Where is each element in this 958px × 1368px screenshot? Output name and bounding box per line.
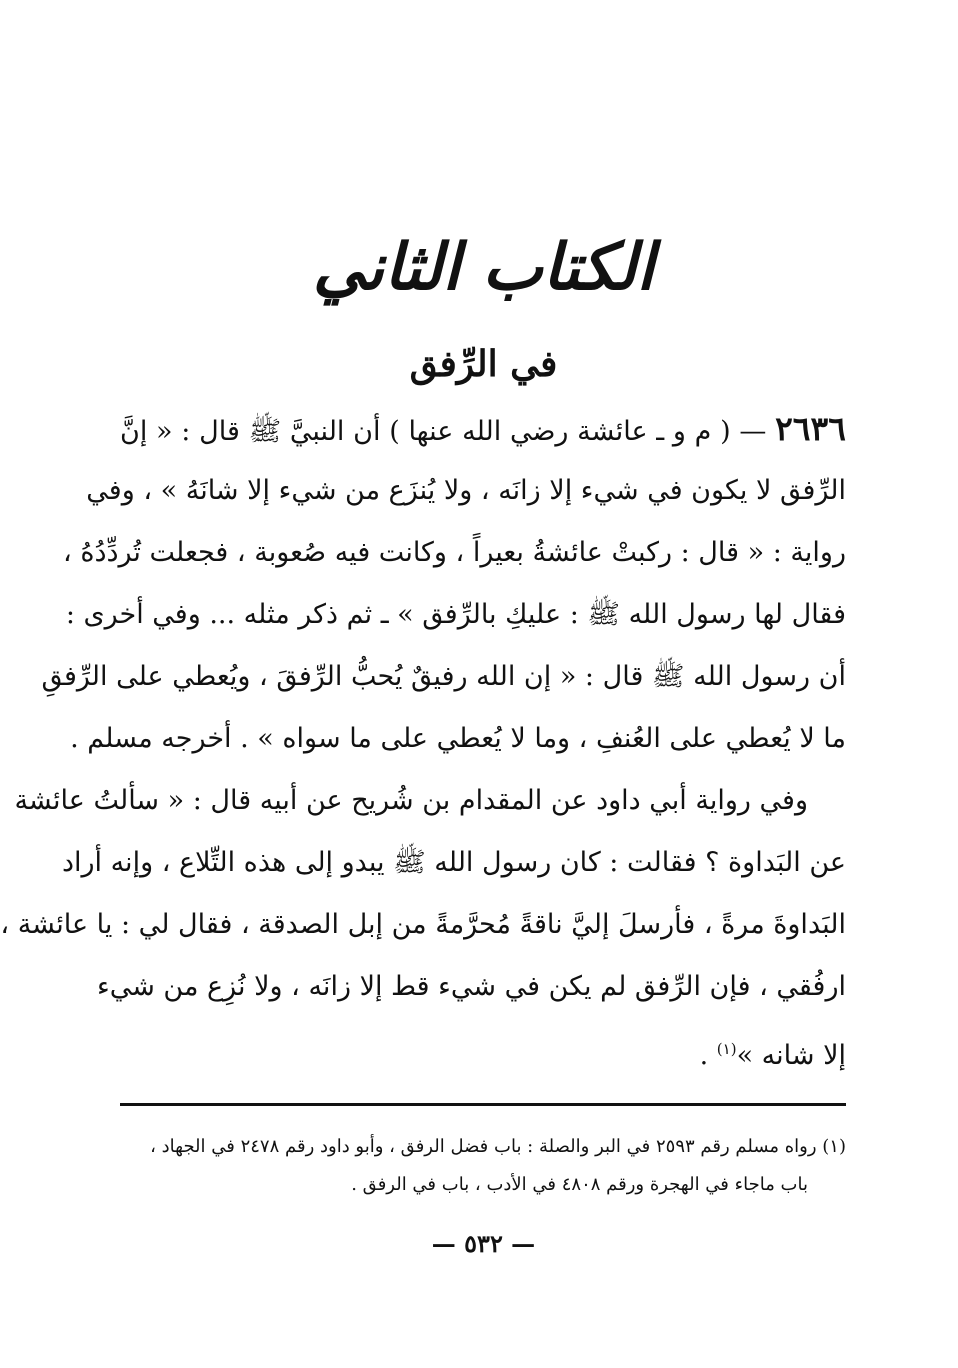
abudawud-line — [120, 1018, 846, 1080]
book-title: الكتاب الثاني — [312, 230, 655, 305]
hadith-text — [0, 398, 846, 1080]
end-period: . — [699, 1040, 709, 1071]
abudawud-line: ارفُقي ، فإن الرِّفق لم يكن في شيء قط إلا زانَه ، ولا نُزِع من شيء — [97, 971, 846, 1002]
abudawud-line-text: إلا شانه » — [736, 1040, 846, 1071]
hadith-line-text: — ( م و ـ عائشة رضي الله عنها ) أن النبيَّ ﷺ قال : « إنَّ — [120, 416, 767, 447]
page-number: — ٥٣٢ — — [431, 1229, 536, 1258]
hadith-number: ٢٦٣٦ — [775, 409, 846, 448]
hadith-line: رواية : « قال : ركبتْ عائشةُ بعيراً ، وكانت فيه صُعوبة ، فجعلت تُردِّدُهُ ، — [63, 537, 846, 568]
footnotes — [120, 1128, 846, 1204]
book-subtitle: في الرِّفق — [409, 343, 558, 385]
abudawud-line: البَداوةَ مرةً ، فأرسلَ إليَّ ناقةً مُحرَّمةً من إبل الصدقة ، فقال لي : يا عائشة ، — [0, 909, 846, 940]
footnote-divider — [120, 1103, 846, 1106]
abudawud-line: وفي رواية أبي داود عن المقدام بن شُريح عن أبيه قال : « سألتُ عائشة — [14, 785, 808, 816]
footnote-line: باب ماجاء في الهجرة ورقم ٤٨٠٨ في الأدب ، باب في الرفق . — [351, 1174, 808, 1195]
hadith-line: الرِّفق لا يكون في شيء إلا زانَه ، ولا يُنزَع من شيء إلا شانَهُ » ، وفي — [86, 475, 846, 506]
hadith-line — [120, 398, 846, 460]
hadith-line: فقال لها رسول الله ﷺ : عليكِ بالرِّفق » ـ ثم ذكر مثله ... وفي أخرى : — [65, 599, 846, 630]
hadith-line: ما لا يُعطي على العُنفِ ، وما لا يُعطي على ما سواه » . أخرجه مسلم . — [70, 723, 846, 754]
footnote-reference: (١) — [716, 1040, 737, 1058]
abudawud-line: عن البَداوة ؟ فقالت : كان رسول الله ﷺ يبدو إلى هذه التِّلاع ، وإنه أراد — [61, 847, 846, 878]
footnote-line: (١) رواه مسلم رقم ٢٥٩٣ في البر والصلة : باب فضل الرفق ، وأبو داود رقم ٢٤٧٨ في الجهاد ، — [150, 1136, 846, 1157]
hadith-line: أن رسول الله ﷺ قال : « إن الله رفيقٌ يُحبُّ الرِّفقَ ، ويُعطي على الرِّفقِ — [41, 661, 846, 692]
